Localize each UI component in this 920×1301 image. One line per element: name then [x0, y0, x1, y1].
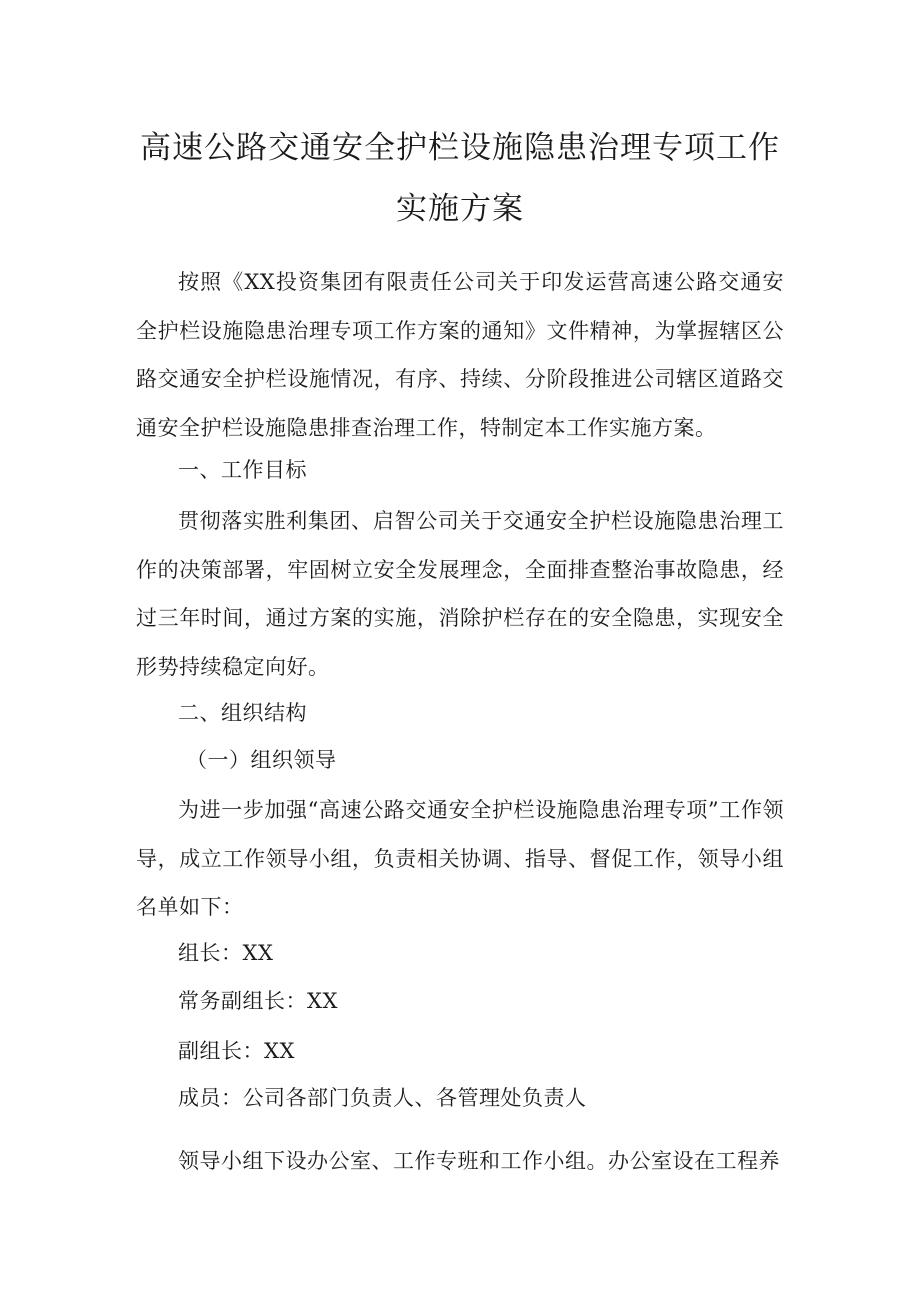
document-title-line1: 高速公路交通安全护栏设施隐患治理专项工作	[140, 130, 780, 166]
document-title-line2: 实施方案	[396, 191, 524, 227]
deputy-line: 副组长：XX	[178, 1039, 295, 1063]
section2-heading: 二、组织结构	[178, 701, 307, 725]
section1-heading: 一、工作目标	[178, 458, 307, 482]
office-paragraph: 领导小组下设办公室、工作专班和工作小组。办公室设在工程养	[178, 1149, 780, 1173]
section2-paragraph: 为进一步加强“高速公路交通安全护栏设施隐患治理专项”工作领导，成立工作领导小组，负责相关协调、指导、督促工作，领导小组名单如下：	[136, 798, 784, 919]
executive-deputy-line: 常务副组长：XX	[178, 989, 338, 1013]
intro-paragraph: 按照《XX投资集团有限责任公司关于印发运营高速公路交通安全护栏设施隐患治理专项工作方案的通知》文件精神，为掌握辖区公路交通安全护栏设施情况，有序、持续、分阶段推进公司辖区道路交通安全护栏设施隐患排查治理工作，特制定本工作实施方案。	[136, 270, 784, 440]
members-line: 成员：公司各部门负责人、各管理处负责人	[178, 1086, 587, 1110]
section1-paragraph: 贯彻落实胜利集团、启智公司关于交通安全护栏设施隐患治理工作的决策部署，牢固树立安全发展理念，全面排查整治事故隐患，经过三年时间，通过方案的实施，消除护栏存在的安全隐患，实现安全形势持续稳定向好。	[136, 509, 784, 679]
leader-line: 组长：XX	[178, 941, 274, 965]
section2-subheading: （一）组织领导	[186, 748, 337, 772]
